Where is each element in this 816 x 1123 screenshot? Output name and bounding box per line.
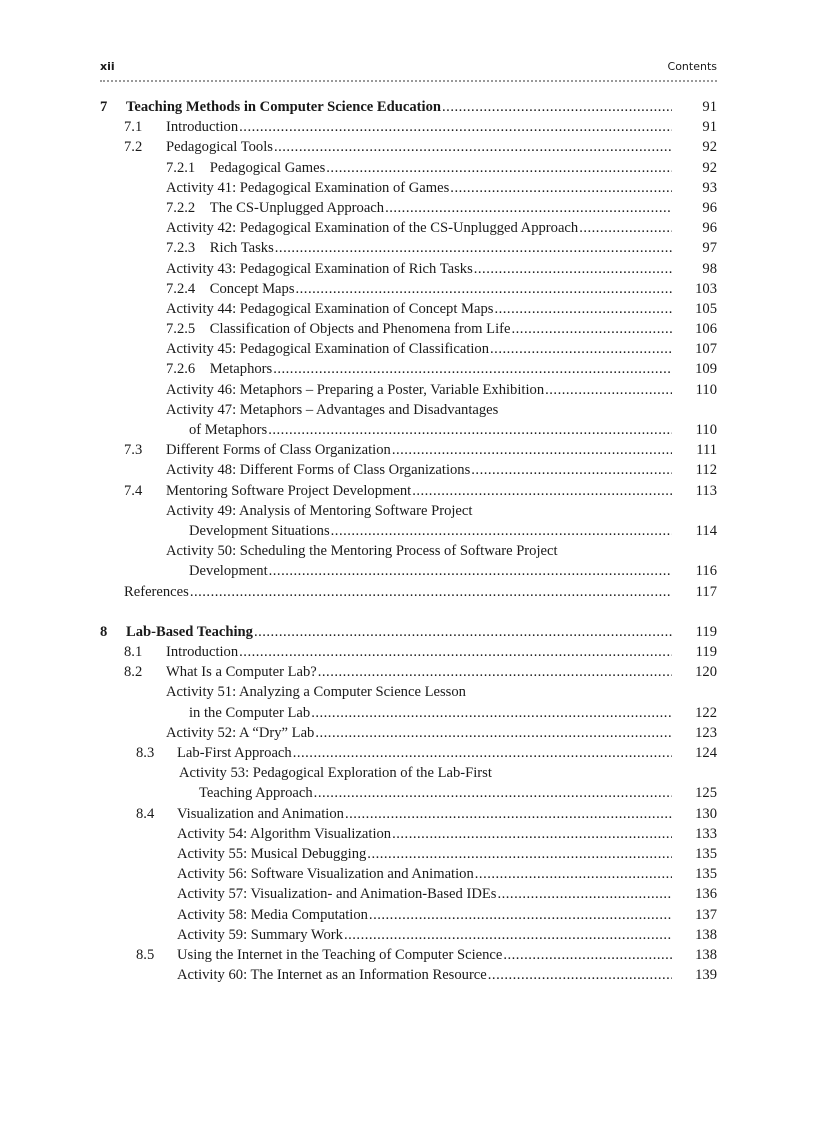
page-ref: 113 <box>695 482 717 499</box>
entry-title: Activity 49: Analysis of Mentoring Software Project <box>166 502 473 519</box>
entry-title: 7.2.6 Metaphors <box>166 361 273 378</box>
page-ref: 123 <box>695 724 717 741</box>
toc-entry[interactable] <box>100 864 717 884</box>
entry-number: 8.5 <box>136 946 155 963</box>
page-ref: 111 <box>696 442 717 459</box>
toc-entry[interactable] <box>100 824 717 844</box>
running-header <box>100 60 717 76</box>
page-ref: 110 <box>695 422 717 438</box>
dot-leader <box>544 380 672 400</box>
entry-title: Visualization and Animation <box>177 805 344 822</box>
dot-leader <box>366 844 672 864</box>
entry-number: 7.2 <box>124 139 143 156</box>
entry-title-row <box>166 319 672 339</box>
entry-number: 8.2 <box>124 664 143 681</box>
entry-title-row <box>199 783 672 803</box>
entry-title: Activity 46: Metaphors – Preparing a Poster, Variable Exhibition <box>166 381 545 398</box>
entry-title: Different Forms of Class Organization <box>166 442 391 459</box>
page-ref: 120 <box>695 664 717 681</box>
dot-leader <box>313 783 672 803</box>
dot-leader <box>268 561 672 581</box>
page-ref: 105 <box>695 300 717 317</box>
page-ref: 125 <box>695 785 717 802</box>
toc-entry[interactable] <box>100 582 717 602</box>
toc-entry[interactable] <box>100 965 717 985</box>
page-ref: 138 <box>695 926 717 943</box>
dot-leader <box>511 319 673 339</box>
entry-title: Activity 55: Musical Debugging <box>177 845 367 862</box>
page-ref: 109 <box>695 361 717 378</box>
page-ref: 133 <box>695 825 717 842</box>
entry-title-row <box>166 198 672 218</box>
entry-title: Activity 44: Pedagogical Examination of Concept Maps <box>166 300 494 317</box>
page-ref: 124 <box>695 745 717 761</box>
entry-title: Activity 54: Algorithm Visualization <box>177 825 392 842</box>
entry-title-row <box>166 723 672 743</box>
toc-entry[interactable] <box>100 440 717 460</box>
page-ref: 107 <box>695 341 717 358</box>
entry-title-row <box>166 481 672 501</box>
entry-title: Mentoring Software Project Development <box>166 482 412 499</box>
entry-title-row <box>177 804 672 824</box>
toc-entry[interactable] <box>100 682 717 702</box>
page-ref: 103 <box>695 280 717 297</box>
entry-title-row <box>166 117 672 137</box>
dot-leader <box>470 460 672 480</box>
entry-title: Lab-Based Teaching <box>126 623 253 640</box>
entry-title-row <box>166 682 672 702</box>
entry-title: Activity 45: Pedagogical Examination of Classification <box>166 341 490 358</box>
dot-leader <box>473 259 672 279</box>
toc-entry[interactable] <box>100 561 717 581</box>
toc-entry[interactable] <box>100 420 717 440</box>
entry-title: Activity 50: Scheduling the Mentoring Process of Software Project <box>166 543 558 560</box>
dot-leader <box>310 703 672 723</box>
page-ref: 106 <box>695 321 717 338</box>
entry-title-row <box>189 703 672 723</box>
entry-title: Activity 52: A “Dry” Lab <box>166 724 315 741</box>
entry-number: 8.3 <box>136 745 155 761</box>
entry-title: 7.2.1 Pedagogical Games <box>166 159 326 176</box>
entry-title: Introduction <box>166 644 239 661</box>
page-ref: 135 <box>695 845 717 862</box>
header-divider <box>100 80 717 82</box>
dot-leader <box>317 662 672 682</box>
dot-leader <box>330 521 672 541</box>
entry-title-row <box>126 622 672 642</box>
entry-title-row <box>177 884 672 904</box>
entry-title-row <box>177 905 672 925</box>
entry-number: 8.1 <box>124 644 143 661</box>
page-ref: 117 <box>695 583 717 600</box>
entry-title: 7.2.3 Rich Tasks <box>166 240 274 257</box>
entry-title: of Metaphors <box>189 422 268 438</box>
entry-title: 7.2.4 Concept Maps <box>166 280 295 297</box>
page-ref: 96 <box>702 220 717 237</box>
entry-title-row <box>177 824 672 844</box>
page-ref: 114 <box>695 522 717 539</box>
entry-title: Activity 47: Metaphors – Advantages and Disadvantages <box>166 401 499 418</box>
page-ref: 98 <box>702 260 717 277</box>
toc-entry[interactable] <box>100 359 717 379</box>
toc-entry[interactable] <box>100 238 717 258</box>
toc-entry[interactable] <box>100 662 717 682</box>
toc-entry[interactable] <box>100 460 717 480</box>
dot-leader <box>496 884 672 904</box>
entry-title-row <box>177 945 672 965</box>
entry-title-row <box>124 582 672 602</box>
entry-title: Lab-First Approach <box>177 745 292 761</box>
running-title: Contents <box>667 60 717 73</box>
entry-title: Activity 59: Summary Work <box>177 926 343 943</box>
entry-title-row <box>166 359 672 379</box>
dot-leader <box>441 97 672 117</box>
dot-leader <box>238 642 672 662</box>
entry-title-row <box>166 642 672 662</box>
entry-title-row <box>189 521 672 541</box>
entry-title-row <box>166 178 672 198</box>
toc-entry[interactable] <box>100 763 717 783</box>
entry-title-row <box>126 97 672 117</box>
page-ref: 136 <box>695 886 717 903</box>
entry-title: What Is a Computer Lab? <box>166 664 317 681</box>
entry-title-row <box>166 339 672 359</box>
entry-title-row <box>166 662 672 682</box>
page-ref: 119 <box>695 623 717 640</box>
entry-title-row <box>166 259 672 279</box>
entry-title-row <box>177 925 672 945</box>
entry-title: Development <box>189 563 268 580</box>
entry-title-row <box>189 561 672 581</box>
page-ref: 92 <box>702 159 717 176</box>
dot-leader <box>493 299 672 319</box>
toc-entry[interactable] <box>100 279 717 299</box>
entry-title-row <box>166 299 672 319</box>
toc-entry[interactable] <box>100 137 717 157</box>
dot-leader <box>238 117 672 137</box>
entry-number: 7 <box>100 99 108 115</box>
toc-entry[interactable] <box>100 319 717 339</box>
toc-entry[interactable] <box>100 703 717 723</box>
entry-title-row <box>166 440 672 460</box>
entry-title: Activity 43: Pedagogical Examination of Rich Tasks <box>166 260 473 277</box>
entry-number: 8 <box>100 623 108 640</box>
toc-entry[interactable] <box>100 723 717 743</box>
dot-leader <box>502 945 672 965</box>
entry-title: Activity 41: Pedagogical Examination of Games <box>166 179 450 196</box>
entry-title-row <box>166 218 672 238</box>
entry-title-row <box>166 158 672 178</box>
entry-title-row <box>166 238 672 258</box>
page-ref: 135 <box>695 866 717 883</box>
entry-title: in the Computer Lab <box>189 704 311 721</box>
toc-entry[interactable] <box>100 218 717 238</box>
entry-number: 7.4 <box>124 482 143 499</box>
toc-entry[interactable] <box>100 198 717 218</box>
dot-leader <box>489 339 672 359</box>
dot-leader <box>274 238 672 258</box>
page-ref: 122 <box>695 704 717 721</box>
dot-leader <box>292 743 672 763</box>
dot-leader <box>267 420 672 440</box>
page-ref: 116 <box>695 563 717 580</box>
entry-title: Using the Internet in the Teaching of Computer Science <box>177 946 503 963</box>
page-ref: 139 <box>695 967 717 984</box>
page-ref: 97 <box>702 240 717 257</box>
entry-title-row <box>166 400 672 420</box>
entry-title-row <box>166 279 672 299</box>
toc-entry[interactable] <box>100 844 717 864</box>
dot-leader <box>391 824 672 844</box>
dot-leader <box>272 359 672 379</box>
entry-title: Development Situations <box>189 522 330 539</box>
page-ref: 96 <box>702 199 717 216</box>
dot-leader <box>368 905 672 925</box>
entry-title: Introduction <box>166 119 239 136</box>
page-ref: 112 <box>695 462 717 479</box>
dot-leader <box>487 965 672 985</box>
entry-title: References <box>124 583 189 600</box>
entry-title: Activity 56: Software Visualization and Animation <box>177 866 474 883</box>
dot-leader <box>344 804 672 824</box>
toc-entry[interactable] <box>100 400 717 420</box>
entry-title-row <box>177 844 672 864</box>
table-of-contents <box>100 97 717 985</box>
entry-title: Activity 42: Pedagogical Examination of the CS-Unplugged Approach <box>166 220 579 237</box>
dot-leader <box>253 622 672 642</box>
dot-leader <box>273 137 672 157</box>
toc-entry[interactable] <box>100 783 717 803</box>
page-ref: 130 <box>695 805 717 822</box>
dot-leader <box>325 158 672 178</box>
toc-entry[interactable] <box>100 259 717 279</box>
dot-leader <box>314 723 672 743</box>
toc-entry[interactable] <box>100 642 717 662</box>
toc-entry[interactable] <box>100 945 717 965</box>
entry-number: 7.3 <box>124 442 143 459</box>
toc-entry[interactable] <box>100 117 717 137</box>
entry-title-row <box>166 380 672 400</box>
dot-leader <box>411 481 672 501</box>
entry-title-row <box>166 501 672 521</box>
toc-entry[interactable] <box>100 925 717 945</box>
toc-entry[interactable] <box>100 158 717 178</box>
dot-leader <box>391 440 672 460</box>
toc-entry[interactable] <box>100 481 717 501</box>
entry-title: Activity 48: Different Forms of Class Organizations <box>166 462 471 479</box>
toc-entry[interactable] <box>100 501 717 521</box>
chapter-entry[interactable] <box>100 97 717 117</box>
entry-title: Activity 60: The Internet as an Information Resource <box>177 967 487 984</box>
dot-leader <box>578 218 672 238</box>
chapter-entry[interactable] <box>100 622 717 642</box>
page-ref: 138 <box>695 946 717 963</box>
page-ref: 91 <box>702 119 717 136</box>
toc-entry[interactable] <box>100 804 717 824</box>
page-number: xii <box>100 60 115 73</box>
toc-entry[interactable] <box>100 884 717 904</box>
entry-title-row <box>166 541 672 561</box>
entry-title: 7.2.5 Classification of Objects and Phenomena from Life <box>166 321 511 338</box>
entry-title: Pedagogical Tools <box>166 139 273 156</box>
dot-leader <box>384 198 672 218</box>
dot-leader <box>189 582 672 602</box>
entry-title: Activity 53: Pedagogical Exploration of the Lab-First <box>179 765 492 782</box>
page-ref: 92 <box>702 139 717 156</box>
entry-title-row <box>177 965 672 985</box>
dot-leader <box>449 178 672 198</box>
entry-title: Activity 58: Media Computation <box>177 906 368 923</box>
toc-entry[interactable] <box>100 178 717 198</box>
page-ref: 91 <box>702 99 717 115</box>
dot-leader <box>474 864 672 884</box>
entry-title: Activity 51: Analyzing a Computer Science Lesson <box>166 684 466 701</box>
dot-leader <box>295 279 673 299</box>
entry-title-row <box>166 460 672 480</box>
page-ref: 110 <box>695 381 717 398</box>
page-ref: 93 <box>702 179 717 196</box>
entry-title: Teaching Methods in Computer Science Education <box>126 99 442 115</box>
entry-title-row <box>177 743 672 763</box>
toc-entry[interactable] <box>100 299 717 319</box>
entry-title-row <box>189 420 672 440</box>
entry-number: 8.4 <box>136 805 155 822</box>
toc-entry[interactable] <box>100 743 717 763</box>
entry-title: 7.2.2 The CS-Unplugged Approach <box>166 199 385 216</box>
page-ref: 137 <box>695 906 717 923</box>
dot-leader <box>343 925 672 945</box>
entry-title: Activity 57: Visualization- and Animation-Based IDEs <box>177 886 497 903</box>
entry-number: 7.1 <box>124 119 143 136</box>
entry-title-row <box>166 137 672 157</box>
page-ref: 119 <box>695 644 717 661</box>
entry-title-row <box>179 763 672 783</box>
entry-title: Teaching Approach <box>199 785 313 802</box>
toc-entry[interactable] <box>100 339 717 359</box>
entry-title-row <box>177 864 672 884</box>
toc-entry[interactable] <box>100 521 717 541</box>
toc-entry[interactable] <box>100 380 717 400</box>
toc-entry[interactable] <box>100 541 717 561</box>
toc-entry[interactable] <box>100 905 717 925</box>
